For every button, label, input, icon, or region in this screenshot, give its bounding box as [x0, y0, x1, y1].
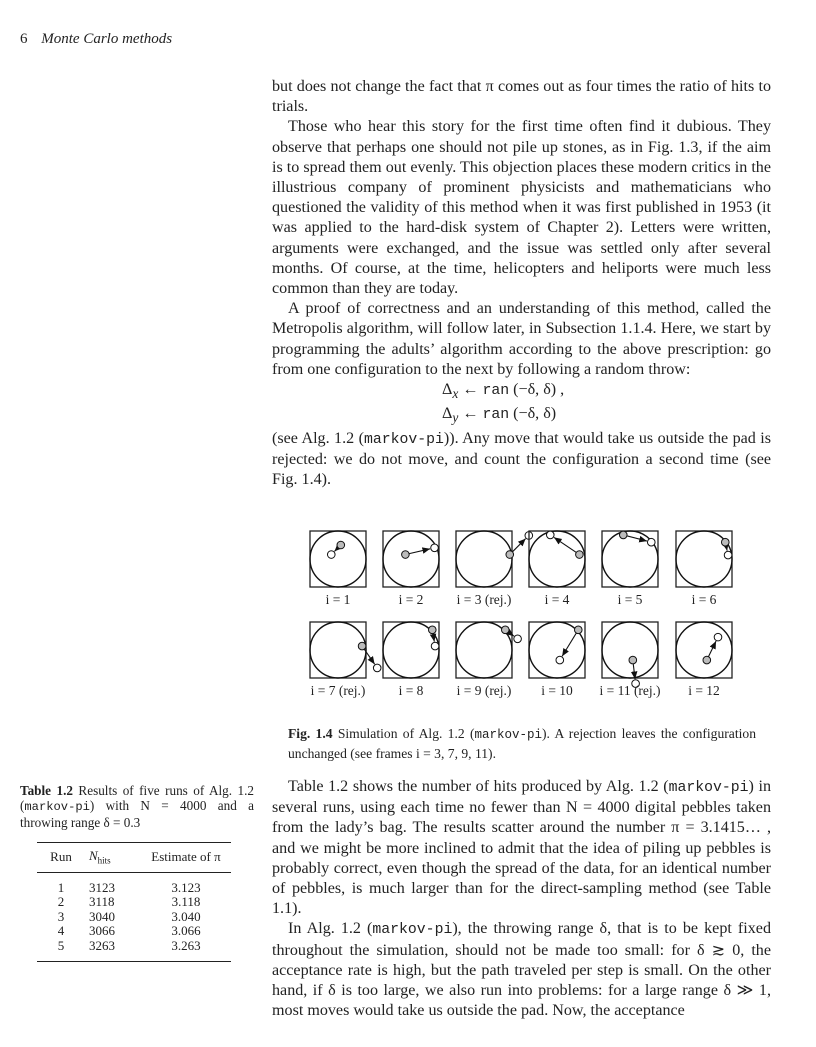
frame-label: i = 3 (rej.)	[456, 592, 512, 607]
frame-12	[676, 622, 732, 698]
equation-line-y: $\Delta_y$ ← ran (−δ, δ)	[442, 405, 557, 426]
frame-label: i = 2	[398, 592, 424, 607]
results-table	[37, 842, 231, 962]
frame-2	[383, 531, 439, 607]
frame-6	[676, 531, 732, 607]
paragraph: but does not change the fact that π comes out as four times the ratio of hits to trials.	[272, 78, 771, 116]
running-head	[20, 31, 172, 48]
frame-label: i = 5	[617, 592, 643, 607]
figure-1-4	[300, 520, 740, 710]
paragraph: Those who hear this story for the first time often find it dubious. They observe that perhaps one should not pile up stones, as in Fig. 1.3, if the aim is to spread them out evenly. This objection places these modern critics in the illustrious company of prominent physicists and mathematicians who questioned the validity of this method when it was first published in 1953 (it was applied to the hard-disk system of Chapter 2). Letters were written, arguments were exchanged, and the issue was settled only after several months. Of course, at the time, helicopters and heliports were much less common than they are today.	[272, 118, 771, 298]
frame-label: i = 11 (rej.)	[599, 683, 661, 698]
frame-8	[383, 622, 439, 698]
frame-label: i = 7 (rej.)	[310, 683, 366, 698]
main-text-top	[272, 77, 771, 491]
paragraph: In Alg. 1.2 (markov-pi), the throwing range δ, that is to be kept fixed throughout the simulation, should not be made too small: for δ ≳ 0, the acceptance rate is high, but the path traveled per step is small. On the other hand, if δ is too large, we also run into problems: for a large range δ ≫ 1, most moves would take us outside the pad. Now, the acceptance	[272, 920, 771, 1020]
frame-7	[310, 622, 381, 698]
frame-3	[456, 531, 533, 607]
table-header-row: Run $N_{hits}$ Estimate of π	[37, 843, 231, 873]
table-caption: Table 1.2 Results of five runs of Alg. 1.2 (markov-pi) with N = 4000 and a throwing range δ = 0.3	[20, 783, 254, 831]
frame-label: i = 10	[541, 683, 573, 698]
main-text-bottom	[272, 777, 771, 1021]
frame-9	[456, 622, 521, 698]
table-row: 3 3040 3.040	[57, 908, 201, 924]
table-row: 1 3123 3.123	[57, 879, 201, 895]
frame-10	[529, 622, 585, 698]
frame-4	[529, 531, 585, 607]
table-row: 5 3263 3.263	[57, 937, 201, 953]
equation-line-x: $\Delta_x$ ← ran (−δ, δ) ,	[442, 381, 565, 402]
equation	[272, 380, 771, 429]
frame-label: i = 4	[544, 592, 570, 607]
frame-label: i = 9 (rej.)	[456, 683, 512, 698]
paragraph: Table 1.2 shows the number of hits produced by Alg. 1.2 (markov-pi) in several runs, using each time no fewer than N = 4000 digital pebbles taken from the lady’s bag. The results scatter around the number π = 3.1415… , and we might be more inclined to admit that the idea of piling up pebbles is probably correct, even though the spread of the data, for an identical number of pebbles, is much larger than for the direct-sampling method (see Table 1.1).	[272, 778, 772, 918]
frame-label: i = 12	[688, 683, 720, 698]
frame-1	[310, 531, 366, 607]
chapter-title: Monte Carlo methods	[41, 31, 173, 47]
markov-frames-diagram	[300, 520, 740, 710]
figure-caption: Fig. 1.4 Simulation of Alg. 1.2 (markov-pi). A rejection leaves the configuration unchanged (see frames i = 3, 7, 9, 11).	[288, 726, 756, 761]
table-row: 4 3066 3.066	[57, 923, 201, 939]
table-row: 2 3118 3.118	[57, 894, 201, 910]
paragraph: (see Alg. 1.2 (markov-pi)). Any move that would take us outside the pad is rejected: we do not move, and count the configuration a second time (see Fig. 1.4).	[272, 429, 772, 489]
paragraph: A proof of correctness and an understanding of this method, called the Metropolis algorithm, will follow later, in Subsection 1.1.4. Here, we start by programming the adults’ algorithm according to the above prescription: go from one configuration to the next by following a random throw:	[272, 300, 771, 378]
frame-11	[599, 622, 660, 698]
frame-5	[602, 531, 658, 607]
frame-label: i = 8	[398, 683, 424, 698]
frame-label: i = 1	[325, 592, 351, 607]
page-number: 6	[20, 31, 28, 47]
frame-label: i = 6	[691, 592, 717, 607]
